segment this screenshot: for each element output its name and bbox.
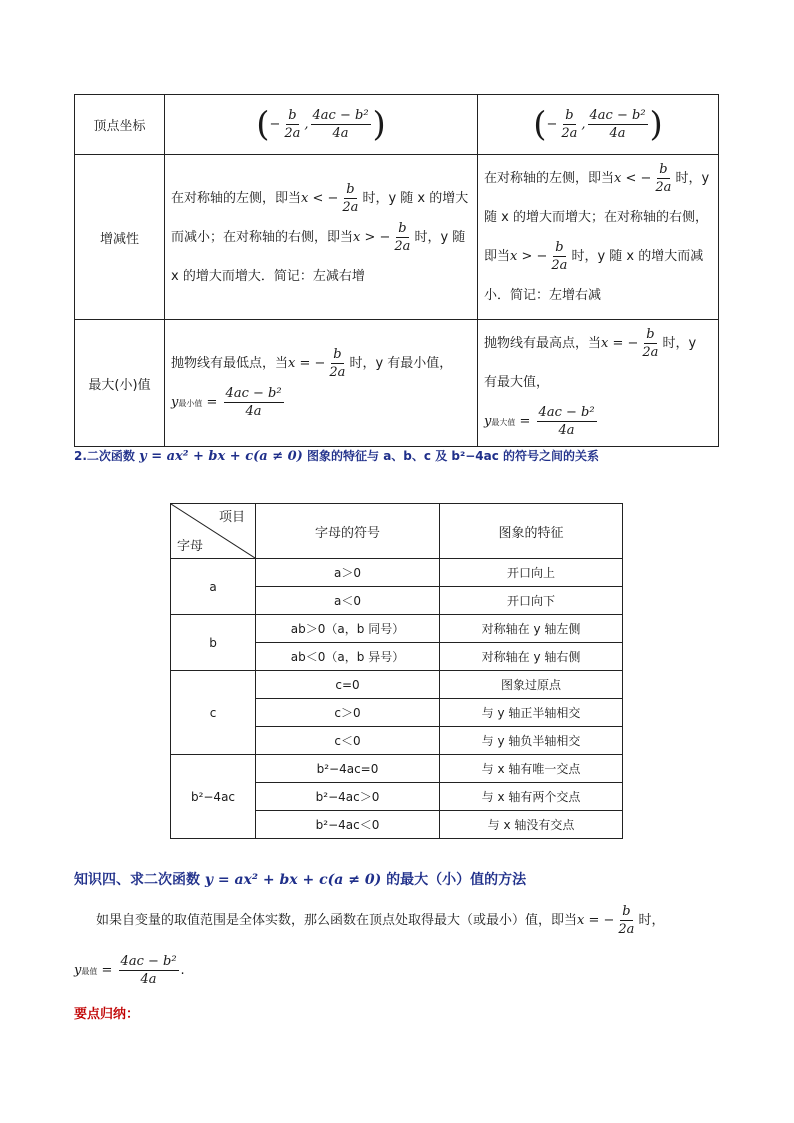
letter-b: b xyxy=(171,615,256,671)
letter-c: c xyxy=(171,671,256,755)
feature-cell: 与 y 轴负半轴相交 xyxy=(440,727,623,755)
section-4-heading: 知识四、求二次函数 y = ax² + bx + c(a ≠ 0) 的最大（小）值的方法 xyxy=(74,872,527,888)
sign-cell: c＜0 xyxy=(256,727,440,755)
feature-cell: 与 x 轴有两个交点 xyxy=(440,783,623,811)
sign-feature-table xyxy=(170,503,623,839)
header-sign: 字母的符号 xyxy=(256,504,440,559)
corner-top-label: 项目 xyxy=(218,510,245,525)
sign-cell: ab＜0（a，b 异号） xyxy=(256,643,440,671)
summary-label: 要点归纳： xyxy=(74,1007,140,1022)
vertex-right: (− $\frac{b}{2a}$ , $\frac{\text{4ac − b²}}{4a}$ ) xyxy=(478,95,719,155)
vertex-left: (− $\frac{b}{2a}$ , $\frac{\text{4ac − b²}}{4a}$ ) xyxy=(165,95,478,155)
method-paragraph: 如果自变量的取值范围是全体实数，那么函数在顶点处取得最大（或最小）值，即当x = − $\frac{b}{2a}$ 时， xyxy=(96,904,665,937)
feature-cell: 与 y 轴正半轴相交 xyxy=(440,699,623,727)
properties-table xyxy=(74,94,719,447)
letter-discriminant: b²−4ac xyxy=(171,755,256,839)
sign-cell: a＜0 xyxy=(256,587,440,615)
feature-cell: 对称轴在 y 轴右侧 xyxy=(440,643,623,671)
feature-cell: 图象过原点 xyxy=(440,671,623,699)
feature-cell: 对称轴在 y 轴左侧 xyxy=(440,615,623,643)
header-feature: 图象的特征 xyxy=(440,504,623,559)
sign-cell: c=0 xyxy=(256,671,440,699)
monotonic-right: 在对称轴的左侧，即当x < − $\frac{b}{2a}$ 时，y 随 x 的增大而增大；在对称轴的右侧，即当x > − $\frac{b}{2a}$ 时，y 随 x 的增大而减小．简记：左增右减 xyxy=(478,155,719,320)
row-label-vertex: 顶点坐标 xyxy=(75,95,165,155)
sign-cell: a＞0 xyxy=(256,559,440,587)
letter-a: a xyxy=(171,559,256,615)
row-label-monotonic: 增减性 xyxy=(75,155,165,320)
sign-cell: b²−4ac=0 xyxy=(256,755,440,783)
corner-bottom-label: 字母 xyxy=(177,539,204,554)
extremum-right: 抛物线有最高点，当x = − $\frac{b}{2a}$ 时，y 有最大值， y最大值 = $\frac{\text{4ac − b²}}{4a}$ xyxy=(478,320,719,447)
sign-cell: c＞0 xyxy=(256,699,440,727)
feature-cell: 与 x 轴有唯一交点 xyxy=(440,755,623,783)
sign-cell: b²−4ac＞0 xyxy=(256,783,440,811)
row-label-extremum: 最大(小)值 xyxy=(75,320,165,447)
sign-cell: b²−4ac＜0 xyxy=(256,811,440,839)
monotonic-left: 在对称轴的左侧，即当x < − $\frac{b}{2a}$ 时，y 随 x 的增大而减小；在对称轴的右侧，即当x > − $\frac{b}{2a}$ 时，y 随 x 的增大而增大．简记：左减右增 xyxy=(165,155,478,320)
sign-cell: ab＞0（a，b 同号） xyxy=(256,615,440,643)
method-formula: y最值 = $\frac{\text{4ac − b²}}{4a}$ . xyxy=(74,954,185,987)
extremum-left: 抛物线有最低点，当x = − $\frac{b}{2a}$ 时，y 有最小值， y最小值 = $\frac{\text{4ac − b²}}{4a}$ xyxy=(165,320,478,447)
section-2-heading: 2.二次函数 y = ax² + bx + c(a ≠ 0) 图象的特征与 a、b、c 及 b²−4ac 的符号之间的关系 xyxy=(74,449,600,464)
feature-cell: 开口向下 xyxy=(440,587,623,615)
feature-cell: 与 x 轴没有交点 xyxy=(440,811,623,839)
corner-header xyxy=(171,504,256,559)
feature-cell: 开口向上 xyxy=(440,559,623,587)
